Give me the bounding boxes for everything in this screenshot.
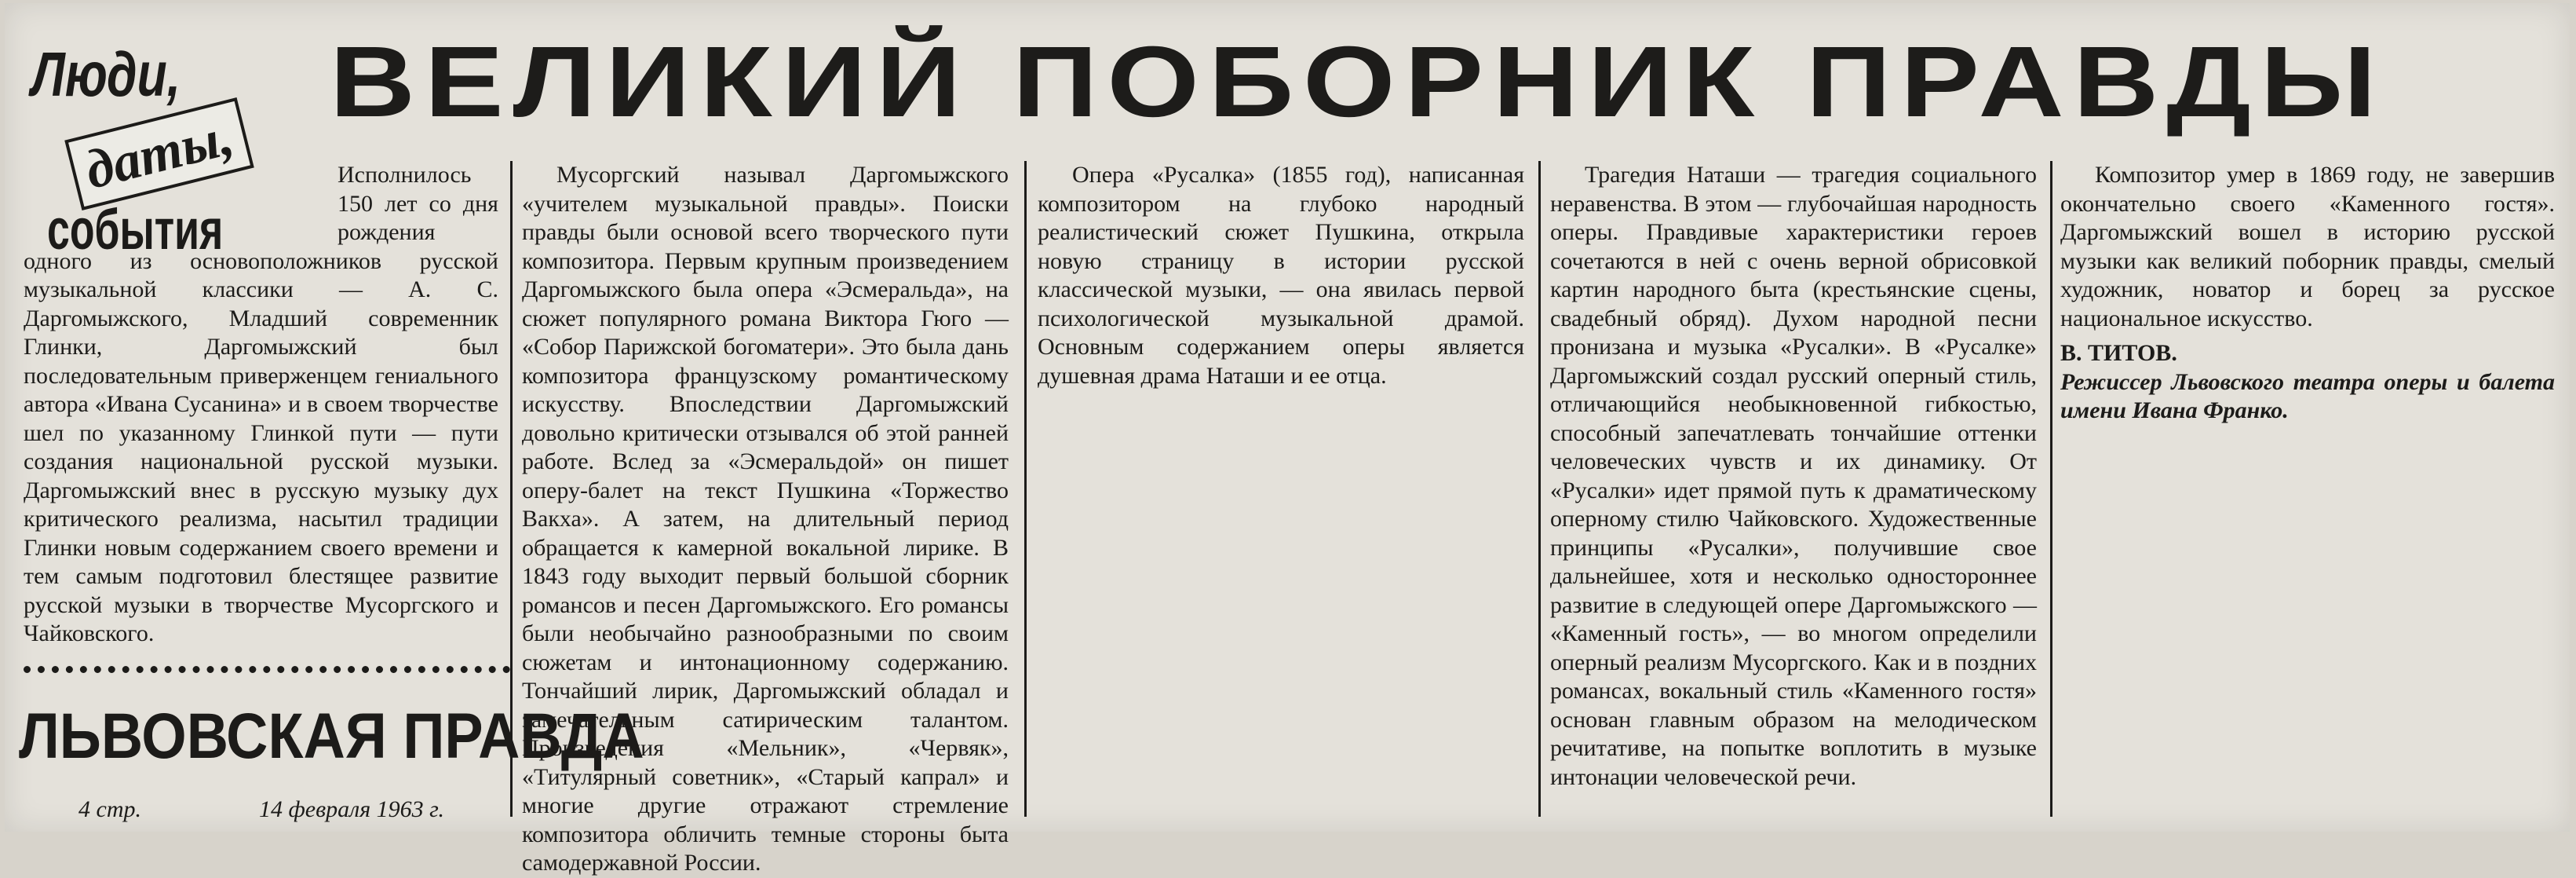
paragraph-3: Опера «Русалка» (1855 год), написанная композитором на глубоко народный реалистический сюжет Пушкина, открыла новую страницу в истории русской классической музыки, — она явилась первой психологической музыкальной драмой. Основным содержанием оперы является душевная драма Наташи и ее отца. <box>1038 162 1524 389</box>
article-lead <box>24 161 498 649</box>
paragraph-4: Трагедия Наташи — трагедия социального неравенства. В этом — глубочайшая народность оперы. Правдивые характеристики героев сочетаются в ней с очень верной обрисовкой картин народного быта (крестьянские сцены, свадебный обряд). Духом народной песни пронизана и музыка «Русалки». В «Русалке» Даргомыжский создал русский оперный стиль, отличающийся необыкновенной гибкостью, способный запечатлевать тончайшие оттенки человеческих чувств и их динамику. От «Русалки» идет прямой путь к драматическому оперному стилю Чайковского. Художественные принципы «Русалки», получившие свое дальнейшее, хотя и несколько одностороннее развитие в следующей опере Даргомыжского — «Каменный гость», — во многом определили оперный реализм Мусоргского. Как и в поздних романсах, вокальный стиль «Каменного гостя» основан главным образом на мелодическом речитативе, на попытке воплотить в музыке интонации человеческой речи. <box>1550 162 2037 790</box>
paragraph-5: Композитор умер в 1869 году, не завершив окончательно своего «Каменного гостя». Даргомыжский вошел в историю русской музыки как великий поборник правды, смелый художник, новатор и борец за русское национальное искусство. <box>2060 162 2555 331</box>
author-name: В. ТИТОВ. <box>2060 340 2177 366</box>
rubric-line-1: Люди, <box>31 39 181 109</box>
paragraph-2: Мусоргский называл Даргомыжского «учителем музыкальной правды». Поиски правды были основой всего творческого пути композитора. Первым крупным произведением Даргомыжского была опера «Эсмеральда», на сюжет популярного романа Виктора Гюго — «Собор Парижской богоматери». Это была дань композитора французскому романтическому искусству. Впоследствии Даргомыжский довольно критически отзывался об этой ранней работе. Вслед за «Эсмеральдой» он пишет оперу-балет на текст Пушкина «Торжество Вакха». А затем, на длительный период обращается к камерной вокальной лирике. В 1843 году выходит первый большой сборник романсов и песен Даргомыжского. Его романсы были необычайно разнообразными по своим сюжетам и интонационному содержанию. Тончайший лирик, Даргомыжский обладал и замечательным сатирическим талантом. Произведения «Мельник», «Червяк», «Титулярный советник», «Старый капрал» и многие другие отражают стремление композитора обличить темные стороны быта самодержавной России. <box>522 162 1009 876</box>
column-rule <box>1538 161 1541 817</box>
column-rule <box>510 161 513 817</box>
lead-indented-text: Исполнилось 150 лет со дня рождения <box>338 162 498 245</box>
lead-text: одного из основоположников русской музыкальной классики — А. С. Даргомыжского, Младший современник Глинки, Даргомыжский был последовательным приверженцем гениального автора «Ивана Сусанина» и в своем творчестве шел по указанному Глинкой пути — пути создания национальной русской музыки. Даргомыжский внес в русскую музыку дух критического реализма, насытил традиции Глинки новым содержанием своего времени и тем самым подготовил блестящее развитие русской музыки в творчестве Мусоргского и Чайковского. <box>24 247 498 646</box>
rubric-line-3: события <box>47 199 224 262</box>
column-4 <box>1550 161 2037 792</box>
dotted-divider <box>24 666 510 673</box>
issue-info <box>78 795 444 825</box>
rubric-line-2: даты, <box>79 106 239 201</box>
column-2 <box>522 161 1009 878</box>
column-rule <box>2050 161 2052 817</box>
issue-date: 14 февраля 1963 г. <box>258 796 444 822</box>
page-number: 4 стр. <box>78 796 141 822</box>
newspaper-masthead: ЛЬВОВСКАЯ ПРАВДА <box>19 701 644 772</box>
column-3 <box>1038 161 1524 390</box>
author-role: Режиссер Львовского театра оперы и балета имени Ивана Франко. <box>2060 368 2555 423</box>
headline: ВЕЛИКИЙ ПОБОРНИК ПРАВДЫ <box>330 26 2386 138</box>
column-5 <box>2060 161 2555 426</box>
column-rule <box>1024 161 1027 817</box>
